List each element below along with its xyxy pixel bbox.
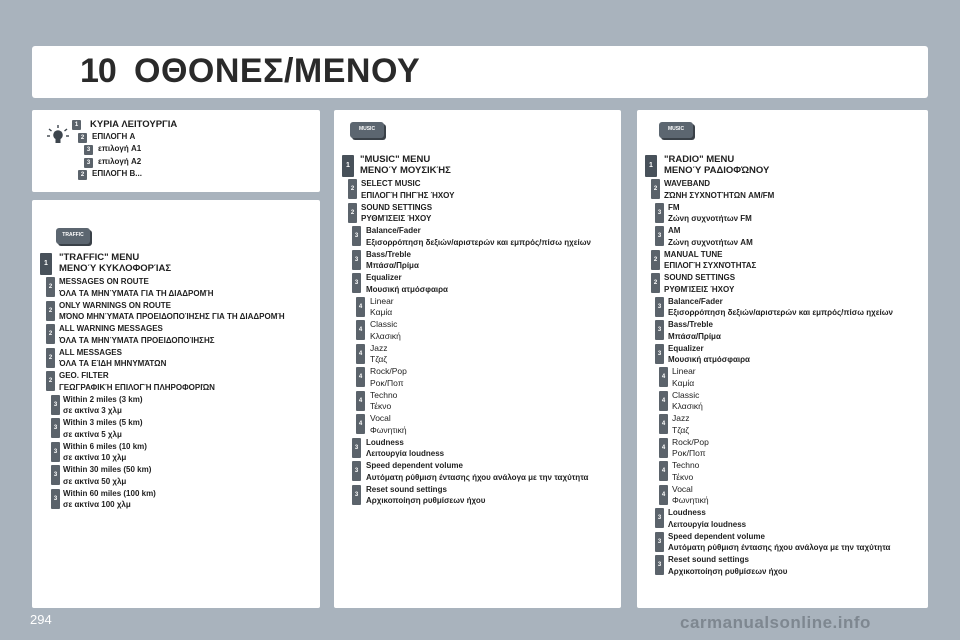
menu-item-label: Rock/Pop bbox=[370, 366, 407, 376]
menu-item-translation: Φωνητική bbox=[370, 424, 407, 435]
menu-level-badge: 2 bbox=[651, 179, 660, 199]
menu-item-translation: Μουσική ατμόσφαιρα bbox=[366, 284, 448, 294]
menu-level-badge: 2 bbox=[46, 301, 55, 321]
menu-item-translation: Τέκνο bbox=[672, 471, 694, 482]
menu-item bbox=[366, 249, 419, 272]
menu-item-translation: Αυτόματη ρύθμιση έντασης ήχου ανάλογα με την ταχύτητα bbox=[366, 472, 589, 482]
menu-item-translation: Τζαζ bbox=[370, 354, 388, 364]
menu-level-badge: 3 bbox=[51, 442, 60, 462]
menu-item-label: Jazz bbox=[370, 342, 388, 353]
menu-level-badge: 2 bbox=[651, 273, 660, 293]
menu-level-badge: 2 bbox=[46, 348, 55, 368]
menu-item-translation: Τζαζ bbox=[672, 424, 690, 435]
page-title: ΟΘΟΝΕΣ/ΜΕΝΟΥ bbox=[134, 52, 421, 90]
traffic-screen-icon bbox=[56, 228, 90, 244]
legend-level-badge: 3 bbox=[84, 145, 93, 155]
menu-item bbox=[370, 413, 407, 436]
menu-level-badge: 4 bbox=[659, 438, 668, 458]
menu-item-translation: ΡΥΘΜΊΣΕΙΣ ΉΧΟΥ bbox=[664, 284, 735, 294]
menu-item-translation: Ζώνη συχνοτήτων AM bbox=[668, 237, 753, 247]
menu-item-label: Linear bbox=[672, 366, 696, 376]
menu-level-badge: 3 bbox=[655, 344, 664, 364]
menu-item-label: Classic bbox=[370, 319, 398, 329]
menu-item bbox=[63, 441, 147, 464]
menu-item-translation: σε ακτίνα 3 χλμ bbox=[63, 406, 122, 415]
menu-item-label: "RADIO" MENU bbox=[664, 154, 735, 165]
menu-item-label: Loudness bbox=[668, 508, 706, 517]
menu-level-badge: 3 bbox=[352, 226, 361, 246]
menu-item-translation: Μπάσα/Πρίμα bbox=[366, 261, 419, 270]
menu-item-label: Rock/Pop bbox=[672, 436, 709, 447]
menu-item-label: Speed dependent volume bbox=[366, 461, 463, 470]
menu-item-translation: σε ακτίνα 50 χλμ bbox=[63, 476, 127, 486]
music-menu-panel bbox=[334, 110, 621, 608]
menu-level-badge: 3 bbox=[352, 438, 361, 458]
menu-level-badge: 3 bbox=[655, 297, 664, 317]
menu-item-translation: Λειτουργία loudness bbox=[668, 519, 747, 529]
menu-item-label: Balance/Fader bbox=[366, 226, 421, 235]
menu-item-translation: Μουσική ατμόσφαιρα bbox=[668, 355, 750, 364]
menu-item-translation: ΜΕΝΟΎ ΡΑΔΙΟΦΏΝΟΥ bbox=[664, 165, 770, 176]
menu-item bbox=[668, 531, 890, 554]
menu-item-label: FM bbox=[668, 202, 680, 212]
menu-level-badge: 1 bbox=[342, 155, 354, 177]
menu-item-translation: ΌΛΑ ΤΑ ΜΗΝΎΜΑΤΑ ΓΙΑ ΤΗ ΔΙΑΔΡΟΜΉ bbox=[59, 288, 214, 298]
legend-level-badge: 2 bbox=[78, 133, 87, 143]
menu-item-label: ONLY WARNINGS ON ROUTE bbox=[59, 300, 172, 310]
menu-item-label: Within 3 miles (5 km) bbox=[63, 418, 143, 427]
menu-level-badge: 3 bbox=[51, 489, 60, 509]
menu-item bbox=[664, 272, 735, 295]
menu-item-label: Within 30 miles (50 km) bbox=[63, 465, 152, 474]
menu-item bbox=[370, 343, 387, 366]
menu-item-translation: Εξισορρόπηση δεξιών/αριστερών και εμπρός/πίσω ηχείων bbox=[366, 237, 591, 247]
menu-item bbox=[59, 323, 215, 346]
menu-item-label: Loudness bbox=[366, 437, 404, 447]
menu-item bbox=[668, 343, 750, 366]
menu-level-badge: 2 bbox=[348, 203, 357, 223]
page-number: 294 bbox=[30, 612, 52, 627]
menu-item-label: Bass/Treble bbox=[668, 320, 713, 329]
menu-level-badge: 3 bbox=[655, 226, 664, 246]
music-icon-label: MUSIC bbox=[358, 126, 376, 132]
chapter-number: 10 bbox=[80, 52, 116, 90]
menu-item-label: Linear bbox=[370, 295, 394, 306]
menu-item-label: Classic bbox=[672, 389, 700, 400]
menu-item-translation: ΜΌΝΟ ΜΗΝΎΜΑΤΑ ΠΡΟΕΙΔΟΠΟΊΗΣΗΣ ΓΙΑ ΤΗ ΔΙΑΔΡΟΜΉ bbox=[59, 312, 285, 321]
menu-item bbox=[664, 249, 756, 272]
menu-item-translation: Καμία bbox=[370, 307, 393, 317]
menu-item-label: SELECT MUSIC bbox=[361, 179, 421, 188]
menu-level-badge: 4 bbox=[356, 297, 365, 317]
menu-item bbox=[370, 366, 407, 389]
menu-item-translation: σε ακτίνα 100 χλμ bbox=[63, 500, 131, 509]
traffic-icon-label: TRAFFIC bbox=[62, 232, 84, 238]
menu-item-label: Equalizer bbox=[668, 343, 704, 353]
legend-level-badge: 1 bbox=[72, 120, 81, 130]
menu-item bbox=[59, 370, 215, 393]
menu-item-translation: Φωνητική bbox=[672, 495, 709, 505]
menu-item bbox=[366, 272, 448, 295]
menu-level-badge: 2 bbox=[46, 277, 55, 297]
radio-menu-panel bbox=[637, 110, 928, 608]
menu-item bbox=[366, 437, 444, 460]
menu-item bbox=[672, 460, 699, 483]
legend-level-badge: 3 bbox=[84, 158, 93, 168]
menu-item-translation: Καμία bbox=[672, 377, 695, 388]
menu-level-badge: 1 bbox=[645, 155, 657, 177]
menu-item bbox=[668, 296, 893, 319]
menu-item-label: Bass/Treble bbox=[366, 249, 411, 259]
menu-item bbox=[370, 319, 401, 342]
menu-item bbox=[360, 154, 451, 176]
menu-item-label: MANUAL TUNE bbox=[664, 249, 723, 259]
menu-item bbox=[361, 202, 432, 225]
menu-item bbox=[370, 296, 394, 319]
menu-level-badge: 3 bbox=[655, 320, 664, 340]
menu-level-badge: 4 bbox=[659, 414, 668, 434]
menu-item-label: Reset sound settings bbox=[366, 484, 447, 494]
legend-level-badge: 2 bbox=[78, 170, 87, 180]
menu-item-label: ALL MESSAGES bbox=[59, 347, 122, 357]
menu-level-badge: 3 bbox=[352, 273, 361, 293]
menu-item-translation: ΜΕΝΟΎ ΚΥΚΛΟΦΟΡΊΑΣ bbox=[59, 263, 172, 274]
menu-item bbox=[664, 178, 774, 201]
menu-item bbox=[63, 394, 143, 417]
menu-level-badge: 4 bbox=[356, 391, 365, 411]
menu-level-badge: 4 bbox=[659, 367, 668, 387]
menu-item bbox=[668, 319, 721, 342]
legend-item: ΕΠΙΛΟΓΗ A bbox=[92, 131, 136, 141]
menu-item bbox=[672, 484, 709, 507]
menu-item-translation: ΕΠΙΛΟΓΉ ΣΥΧΝΌΤΗΤΑΣ bbox=[664, 261, 757, 270]
menu-item-label: ALL WARNING MESSAGES bbox=[59, 324, 163, 333]
watermark: carmanualsonline.info bbox=[680, 613, 871, 632]
menu-item-translation: σε ακτίνα 5 χλμ bbox=[63, 429, 122, 439]
menu-item bbox=[668, 554, 787, 577]
menu-item bbox=[664, 154, 769, 176]
menu-item-label: Within 2 miles (3 km) bbox=[63, 394, 143, 404]
menu-level-badge: 3 bbox=[655, 532, 664, 552]
menu-item-label: Within 6 miles (10 km) bbox=[63, 441, 147, 451]
menu-level-badge: 4 bbox=[356, 344, 365, 364]
menu-item-translation: Αρχικοποίηση ρυθμίσεων ήχου bbox=[366, 496, 486, 505]
menu-item-translation: Κλασική bbox=[370, 330, 401, 341]
menu-item-translation: ΌΛΑ ΤΑ ΕΊΔΗ ΜΗΝΥΜΆΤΩΝ bbox=[59, 359, 167, 368]
menu-item bbox=[672, 390, 703, 413]
menu-item-label: Equalizer bbox=[366, 273, 402, 282]
menu-item bbox=[366, 460, 588, 483]
menu-item-label: SOUND SETTINGS bbox=[361, 202, 433, 212]
menu-item bbox=[361, 178, 455, 201]
menu-level-badge: 3 bbox=[352, 485, 361, 505]
traffic-menu-panel bbox=[32, 200, 320, 608]
menu-item bbox=[668, 507, 746, 530]
menu-level-badge: 3 bbox=[51, 395, 60, 415]
menu-item bbox=[59, 252, 171, 274]
legend-item: επιλογή A1 bbox=[98, 144, 142, 153]
menu-level-badge: 1 bbox=[40, 253, 52, 275]
legend-item: ΕΠΙΛΟΓΗ B... bbox=[92, 169, 142, 178]
radio-screen-icon bbox=[659, 122, 693, 138]
menu-level-badge: 2 bbox=[348, 179, 357, 199]
menu-item-translation: Ζώνη συχνοτήτων FM bbox=[668, 214, 752, 223]
menu-item bbox=[366, 484, 485, 507]
menu-item-label: Reset sound settings bbox=[668, 555, 749, 564]
menu-item bbox=[672, 413, 689, 436]
menu-item-translation: ΜΕΝΟΎ ΜΟΥΣΙΚΉΣ bbox=[360, 165, 451, 176]
menu-level-badge: 3 bbox=[51, 465, 60, 485]
menu-level-badge: 2 bbox=[46, 371, 55, 391]
menu-item-label: Vocal bbox=[672, 483, 693, 494]
menu-item-label: "MUSIC" MENU bbox=[360, 154, 431, 165]
menu-item-translation: Αρχικοποίηση ρυθμίσεων ήχου bbox=[668, 566, 788, 576]
menu-level-badge: 3 bbox=[352, 250, 361, 270]
menu-level-badge: 2 bbox=[46, 324, 55, 344]
menu-level-badge: 4 bbox=[356, 414, 365, 434]
menu-item bbox=[366, 225, 591, 248]
menu-item-translation: Αυτόματη ρύθμιση έντασης ήχου ανάλογα με την ταχύτητα bbox=[668, 543, 891, 552]
bulb-icon bbox=[46, 124, 70, 146]
menu-item-label: Jazz bbox=[672, 413, 690, 423]
menu-item-translation: Λειτουργία loudness bbox=[366, 449, 445, 458]
music-screen-icon bbox=[350, 122, 384, 138]
menu-item-label: Vocal bbox=[370, 413, 391, 423]
menu-item-translation: ΓΕΩΓΡΑΦΙΚΉ ΕΠΙΛΟΓΉ ΠΛΗΡΟΦΟΡΙΏΝ bbox=[59, 382, 215, 392]
menu-item-translation: Μπάσα/Πρίμα bbox=[668, 331, 721, 341]
menu-level-badge: 4 bbox=[659, 485, 668, 505]
menu-item bbox=[668, 225, 753, 248]
menu-level-badge: 2 bbox=[651, 250, 660, 270]
menu-item-label: WAVEBAND bbox=[664, 179, 711, 188]
menu-item-translation: ΌΛΑ ΤΑ ΜΗΝΎΜΑΤΑ ΠΡΟΕΙΔΟΠΟΊΗΣΗΣ bbox=[59, 335, 215, 345]
menu-item-translation: Τέκνο bbox=[370, 401, 392, 411]
menu-item-label: SOUND SETTINGS bbox=[664, 273, 736, 282]
legend-item: επιλογή A2 bbox=[98, 156, 142, 166]
menu-item-label: Balance/Fader bbox=[668, 296, 723, 306]
radio-icon-label: MUSIC bbox=[667, 126, 685, 132]
menu-level-badge: 4 bbox=[659, 391, 668, 411]
menu-item-translation: σε ακτίνα 10 χλμ bbox=[63, 453, 127, 462]
menu-item-translation: Ροκ/Ποπ bbox=[370, 377, 404, 388]
menu-level-badge: 3 bbox=[655, 555, 664, 575]
menu-level-badge: 3 bbox=[655, 203, 664, 223]
menu-item bbox=[668, 202, 752, 225]
menu-item-label: Techno bbox=[370, 389, 398, 400]
menu-item bbox=[59, 347, 166, 370]
menu-level-badge: 4 bbox=[659, 461, 668, 481]
menu-item bbox=[63, 417, 143, 440]
menu-item-label: Within 60 miles (100 km) bbox=[63, 488, 156, 498]
menu-item bbox=[63, 488, 156, 511]
legend-item: ΚΥΡΙΑ ΛΕΙΤΟΥΡΓΙΑ bbox=[90, 119, 178, 130]
legend-panel bbox=[32, 110, 320, 192]
menu-level-badge: 4 bbox=[356, 320, 365, 340]
menu-level-badge: 3 bbox=[655, 508, 664, 528]
menu-item-translation: Κλασική bbox=[672, 401, 703, 411]
menu-item-translation: ΡΥΘΜΊΣΕΙΣ ΉΧΟΥ bbox=[361, 214, 432, 223]
menu-item-label: GEO. FILTER bbox=[59, 371, 109, 380]
menu-item bbox=[672, 366, 696, 389]
menu-item-translation: ΕΠΙΛΟΓΉ ΠΗΓΉΣ ΉΧΟΥ bbox=[361, 190, 455, 200]
menu-level-badge: 3 bbox=[352, 461, 361, 481]
menu-level-badge: 3 bbox=[51, 418, 60, 438]
menu-item-translation: Ροκ/Ποπ bbox=[672, 448, 706, 458]
menu-level-badge: 4 bbox=[356, 367, 365, 387]
menu-item bbox=[59, 300, 285, 323]
menu-item-label: Techno bbox=[672, 460, 700, 470]
menu-item bbox=[63, 464, 151, 487]
menu-item bbox=[59, 276, 214, 299]
menu-item bbox=[672, 437, 709, 460]
menu-item-translation: Εξισορρόπηση δεξιών/αριστερών και εμπρός/πίσω ηχείων bbox=[668, 308, 893, 317]
menu-item-label: MESSAGES ON ROUTE bbox=[59, 277, 149, 286]
menu-item-label: Speed dependent volume bbox=[668, 531, 765, 541]
menu-item bbox=[370, 390, 397, 413]
menu-item-translation: ΖΏΝΗ ΣΥΧΝΟΤΉΤΩΝ AM/FM bbox=[664, 190, 775, 200]
menu-item-label: AM bbox=[668, 226, 681, 235]
menu-item-label: "TRAFFIC" MENU bbox=[59, 252, 140, 263]
